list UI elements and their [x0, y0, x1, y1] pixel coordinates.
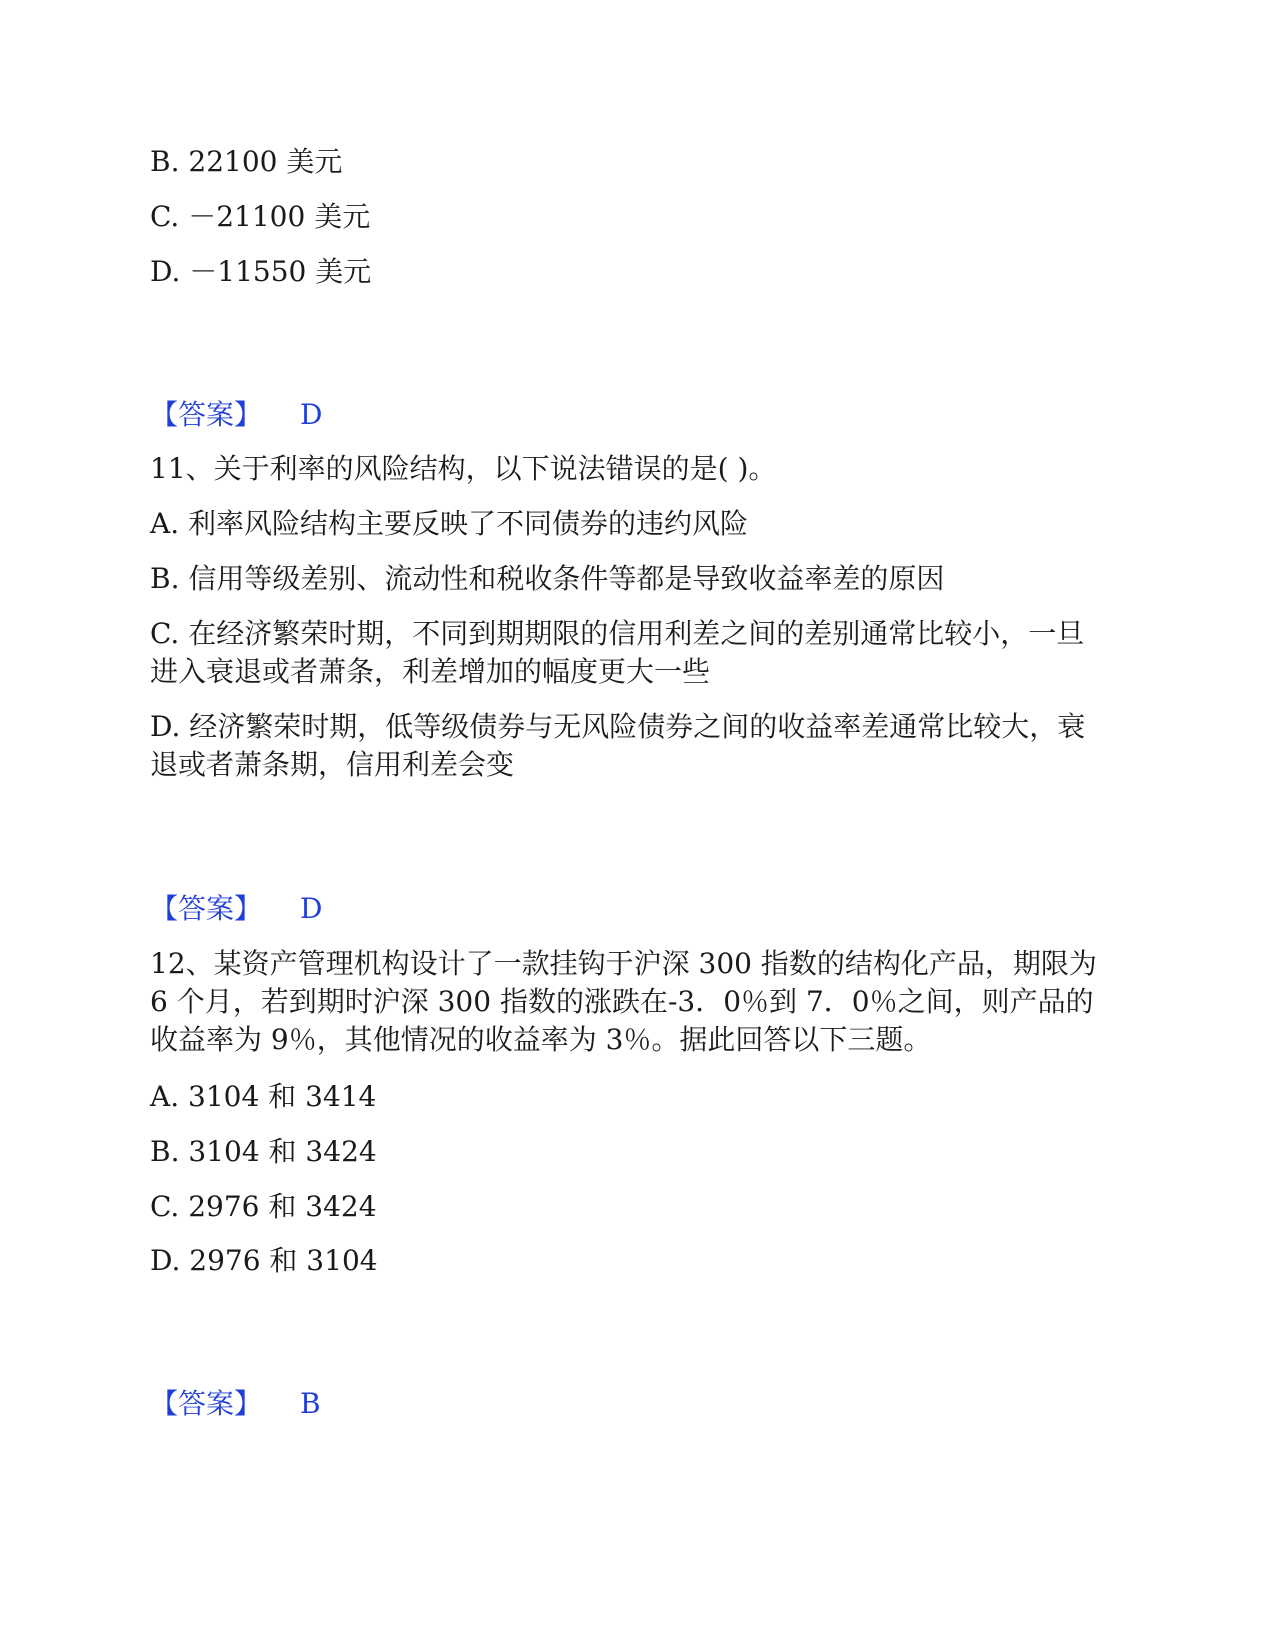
q12-option-b: B. 3104 和 3424 [150, 1135, 377, 1168]
q11-stem: 11、关于利率的风险结构，以下说法错误的是( )。 [150, 452, 777, 485]
q10-answer-label: 【答案】 [150, 398, 263, 431]
q12-stem-line1: 12、某资产管理机构设计了一款挂钩于沪深 300 指数的结构化产品，期限为 [150, 947, 1097, 980]
q11-answer [150, 892, 322, 926]
q12-answer-value: B [300, 1387, 321, 1420]
q12-option-a: A. 3104 和 3414 [150, 1080, 377, 1113]
q11-option-c-line1: C. 在经济繁荣时期，不同到期期限的信用利差之间的差别通常比较小，一旦 [150, 617, 1085, 650]
q10-option-c: C. －21100 美元 [150, 200, 371, 233]
q10-answer [150, 398, 322, 432]
q11-option-d-line1: D. 经济繁荣时期，低等级债券与无风险债券之间的收益率差通常比较大，衰 [150, 710, 1086, 743]
q11-answer-value: D [300, 892, 323, 925]
q11-option-b: B. 信用等级差别、流动性和税收条件等都是导致收益率差的原因 [150, 562, 945, 595]
q10-answer-value: D [300, 398, 323, 431]
q11-option-d-line2: 退或者萧条期，信用利差会变 [150, 748, 515, 781]
q12-option-d: D. 2976 和 3104 [150, 1244, 378, 1277]
q12-answer [150, 1387, 321, 1421]
q12-answer-label: 【答案】 [150, 1387, 263, 1420]
q10-option-b: B. 22100 美元 [150, 145, 343, 178]
q11-option-a: A. 利率风险结构主要反映了不同债券的违约风险 [150, 507, 749, 540]
q11-option-c-line2: 进入衰退或者萧条，利差增加的幅度更大一些 [150, 655, 711, 688]
q12-stem-line3: 收益率为 9％，其他情况的收益率为 3％。据此回答以下三题。 [150, 1023, 932, 1056]
q12-option-c: C. 2976 和 3424 [150, 1190, 377, 1223]
q10-option-d: D. －11550 美元 [150, 255, 372, 288]
q11-answer-label: 【答案】 [150, 892, 263, 925]
q12-stem-line2: 6 个月，若到期时沪深 300 指数的涨跌在-3．0％到 7．0％之间，则产品的 [150, 985, 1094, 1018]
